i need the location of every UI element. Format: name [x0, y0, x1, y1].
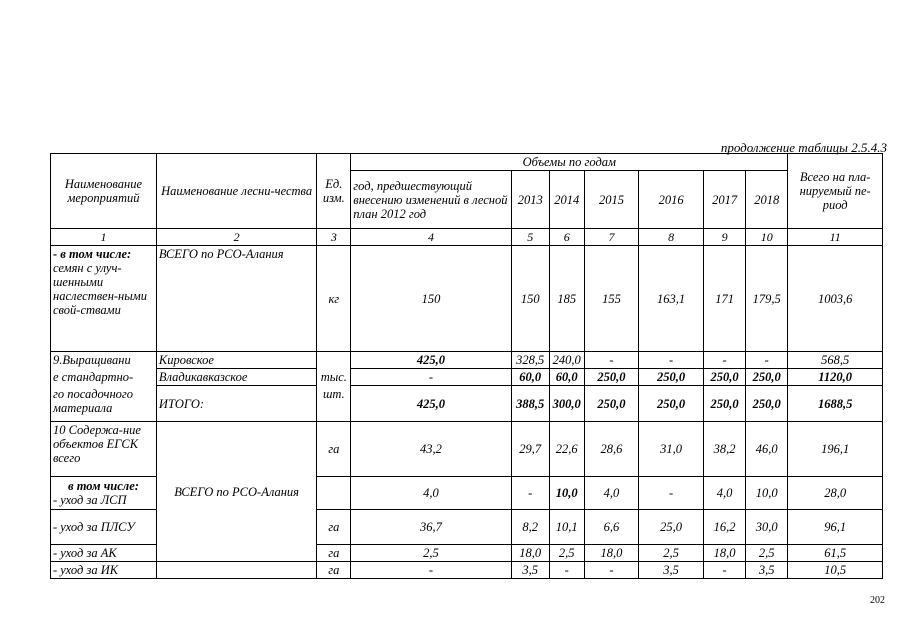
cell: 300,0	[549, 386, 584, 422]
cell: 425,0	[351, 352, 511, 369]
row-action: - уход за АК	[51, 545, 157, 562]
header-forestry: Наименование лесни-чества	[156, 154, 316, 229]
header-prev-year: год, предшествующий внесению изменений в лесной план 2012 год	[351, 171, 511, 229]
row-action: 9.Выращивани	[51, 352, 157, 369]
cell: 60,0	[549, 369, 584, 386]
table-row-ik	[51, 562, 883, 579]
cell: 250,0	[703, 386, 745, 422]
row-action: - уход за ИК	[51, 562, 157, 579]
cell: 2,5	[351, 545, 511, 562]
cell: 155	[584, 246, 639, 352]
cell: -	[351, 369, 511, 386]
cell: 38,2	[703, 422, 745, 477]
header-total: Всего на пла-нируемый пе-риод	[788, 154, 883, 229]
cell: 18,0	[703, 545, 745, 562]
row-forestry: Владикавказское	[156, 369, 316, 386]
cell: 150	[511, 246, 549, 352]
cell: -	[584, 562, 639, 579]
cell: -	[639, 477, 704, 510]
row-action	[51, 246, 157, 352]
cell: 10,0	[549, 477, 584, 510]
cell: 1688,5	[788, 386, 883, 422]
row-action: го посадочного материала	[51, 386, 157, 422]
cell: 1003,6	[788, 246, 883, 352]
cell: 171	[703, 246, 745, 352]
cell: 2,5	[746, 545, 788, 562]
cell: 3,5	[746, 562, 788, 579]
row-forestry	[156, 562, 316, 579]
cell: 196,1	[788, 422, 883, 477]
cell: 96,1	[788, 510, 883, 545]
cell: 185	[549, 246, 584, 352]
cell: 22,6	[549, 422, 584, 477]
header-year-2013: 2013	[511, 171, 549, 229]
cell: 163,1	[639, 246, 704, 352]
cell: 4,0	[584, 477, 639, 510]
row-action-rest: семян с улуч-шенными наслествен-ными свой-ствами	[53, 261, 147, 317]
cell: 240,0	[549, 352, 584, 369]
cell: 425,0	[351, 386, 511, 422]
cell: 60,0	[511, 369, 549, 386]
col-number: 6	[549, 229, 584, 246]
header-year-2018: 2018	[746, 171, 788, 229]
row-unit: га	[317, 510, 351, 545]
cell: 8,2	[511, 510, 549, 545]
cell: 2,5	[639, 545, 704, 562]
header-year-2015: 2015	[584, 171, 639, 229]
header-year-2014: 2014	[549, 171, 584, 229]
row-unit	[317, 477, 351, 510]
cell: 568,5	[788, 352, 883, 369]
forest-plan-table	[50, 153, 883, 579]
cell: 328,5	[511, 352, 549, 369]
col-number: 2	[156, 229, 316, 246]
cell: 16,2	[703, 510, 745, 545]
cell: 150	[351, 246, 511, 352]
table-row-egsk-total	[51, 422, 883, 477]
cell: 4,0	[703, 477, 745, 510]
row-action: 10 Содержа-ние объектов ЕГСК всего	[51, 422, 157, 477]
cell: 250,0	[746, 369, 788, 386]
row-action-prefix: в том числе:	[68, 479, 139, 493]
row-action: е стандартно-	[51, 369, 157, 386]
row-forestry: Кировское	[156, 352, 316, 369]
row-unit: га	[317, 562, 351, 579]
cell: 28,6	[584, 422, 639, 477]
page-number: 202	[870, 595, 885, 606]
cell: 46,0	[746, 422, 788, 477]
table-continuation-caption: продолжение таблицы 2.5.4.3	[720, 140, 887, 155]
header-year-2016: 2016	[639, 171, 704, 229]
table-row-planting-total	[51, 386, 883, 422]
cell: -	[549, 562, 584, 579]
row-unit	[317, 352, 351, 369]
col-number: 3	[317, 229, 351, 246]
cell: 25,0	[639, 510, 704, 545]
row-unit: кг	[317, 246, 351, 352]
col-number: 10	[746, 229, 788, 246]
cell: -	[746, 352, 788, 369]
col-number: 4	[351, 229, 511, 246]
cell: 250,0	[584, 369, 639, 386]
header-unit: Ед. изм.	[317, 154, 351, 229]
header-action: Наименование мероприятий	[51, 154, 157, 229]
table-row-planting-kirovskoe	[51, 352, 883, 369]
cell: 388,5	[511, 386, 549, 422]
col-number: 1	[51, 229, 157, 246]
cell: 3,5	[511, 562, 549, 579]
row-action	[51, 477, 157, 510]
row-forestry: ИТОГО:	[156, 386, 316, 422]
column-number-row	[51, 229, 883, 246]
cell: 36,7	[351, 510, 511, 545]
cell: 43,2	[351, 422, 511, 477]
cell: 30,0	[746, 510, 788, 545]
table-row-planting-vladikavkaz	[51, 369, 883, 386]
cell: 250,0	[639, 369, 704, 386]
col-number: 5	[511, 229, 549, 246]
col-number: 9	[703, 229, 745, 246]
cell: 250,0	[746, 386, 788, 422]
cell: -	[703, 352, 745, 369]
header-year-2017: 2017	[703, 171, 745, 229]
cell: 250,0	[703, 369, 745, 386]
header-volumes-by-year: Объемы по годам	[351, 154, 788, 171]
cell: 250,0	[584, 386, 639, 422]
cell: -	[511, 477, 549, 510]
row-unit: га	[317, 545, 351, 562]
cell: 3,5	[639, 562, 704, 579]
header-row-1	[51, 154, 883, 171]
cell: 18,0	[584, 545, 639, 562]
table-row-seeds	[51, 246, 883, 352]
row-forestry: ВСЕГО по РСО-Алания	[156, 422, 316, 562]
cell: -	[703, 562, 745, 579]
cell: 61,5	[788, 545, 883, 562]
cell: 18,0	[511, 545, 549, 562]
cell: 10,1	[549, 510, 584, 545]
row-action: - уход за ПЛСУ	[51, 510, 157, 545]
cell: 10,5	[788, 562, 883, 579]
cell: 28,0	[788, 477, 883, 510]
row-action-rest: - уход за ЛСП	[53, 493, 127, 507]
row-unit: шт.	[317, 386, 351, 422]
cell: 2,5	[549, 545, 584, 562]
cell: 250,0	[639, 386, 704, 422]
cell: 31,0	[639, 422, 704, 477]
col-number: 7	[584, 229, 639, 246]
row-unit: га	[317, 422, 351, 477]
col-number: 8	[639, 229, 704, 246]
cell: -	[584, 352, 639, 369]
cell: 4,0	[351, 477, 511, 510]
row-forestry: ВСЕГО по РСО-Алания	[156, 246, 316, 352]
cell: 1120,0	[788, 369, 883, 386]
cell: 6,6	[584, 510, 639, 545]
cell: 10,0	[746, 477, 788, 510]
row-action-prefix: - в том числе:	[53, 247, 132, 261]
cell: -	[351, 562, 511, 579]
col-number: 11	[788, 229, 883, 246]
cell: 29,7	[511, 422, 549, 477]
cell: -	[639, 352, 704, 369]
row-unit: тыс.	[317, 369, 351, 386]
cell: 179,5	[746, 246, 788, 352]
